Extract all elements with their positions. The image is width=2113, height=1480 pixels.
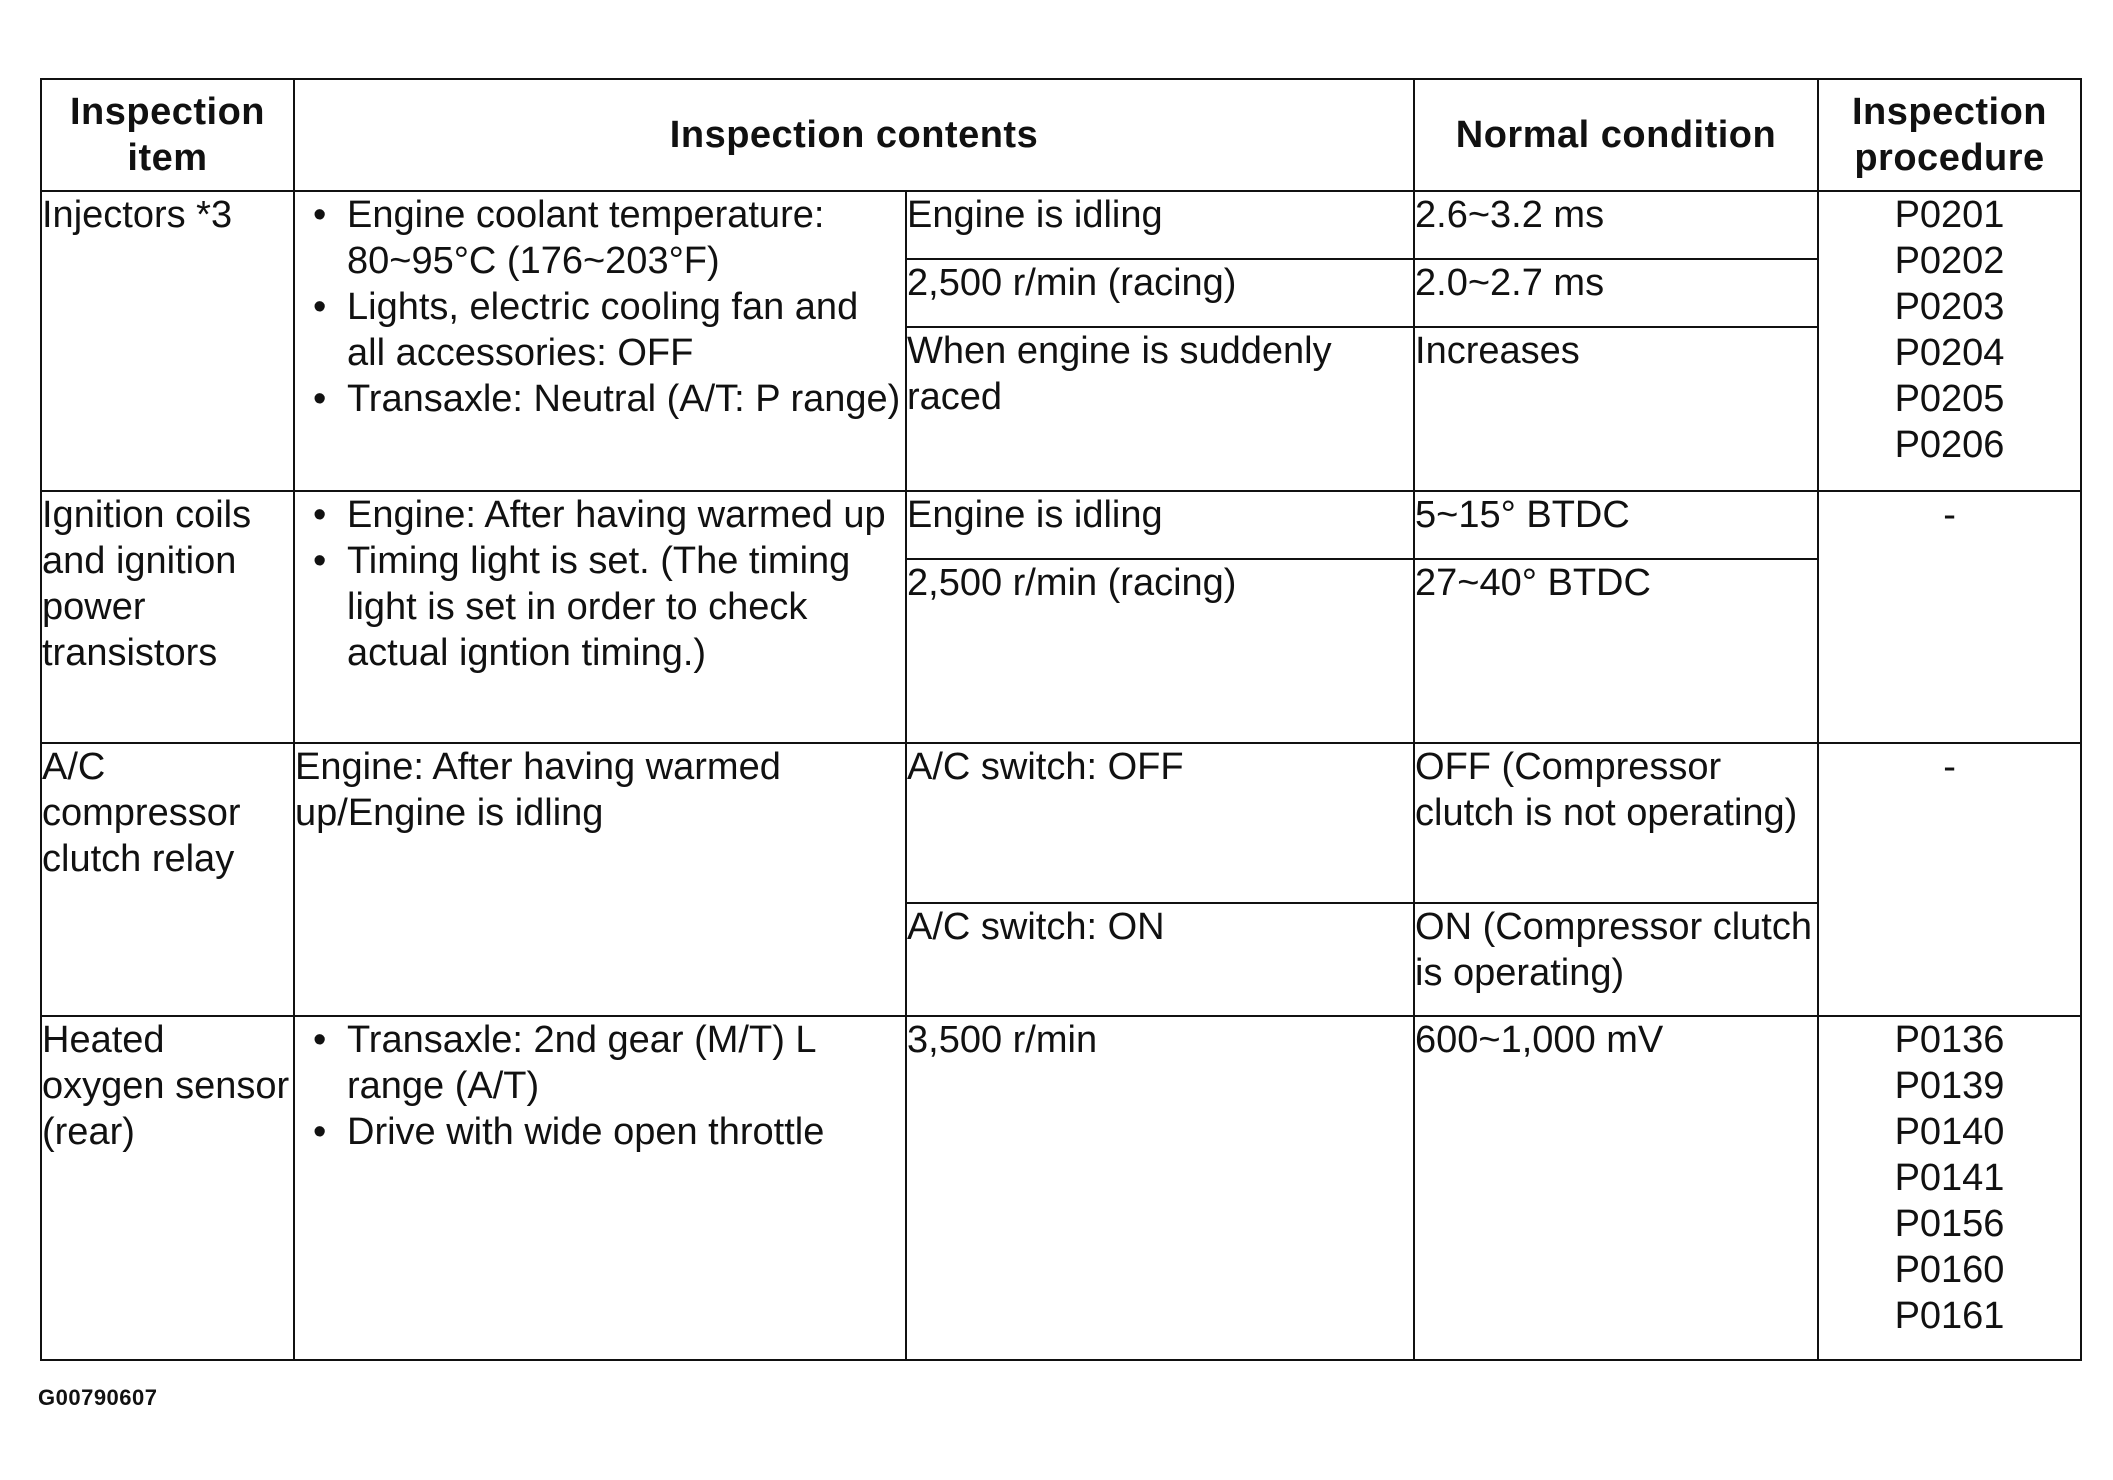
state-cell: When engine is suddenly raced <box>906 327 1414 491</box>
normal-cell: 2.0~2.7 ms <box>1414 259 1818 327</box>
dtc-code: P0160 <box>1894 1249 2005 1291</box>
condition-item: • Transaxle: Neutral (A/T: P range) <box>295 376 905 422</box>
header-inspection-contents: Inspection contents <box>294 79 1414 191</box>
dtc-code: P0141 <box>1894 1157 2005 1199</box>
table-row <box>41 191 2081 259</box>
inspection-table <box>40 78 2082 1361</box>
condition-item: • Drive with wide open throttle <box>295 1109 905 1155</box>
state-cell: Engine is idling <box>906 191 1414 259</box>
condition-item: • Engine: After having warmed up <box>295 492 905 538</box>
dtc-code: P0205 <box>1894 378 2005 420</box>
dtc-code: P0156 <box>1894 1203 2005 1245</box>
condition-item: • Transaxle: 2nd gear (M/T) L range (A/T) <box>295 1017 905 1109</box>
normal-cell: 2.6~3.2 ms <box>1414 191 1818 259</box>
header-normal-condition: Normal condition <box>1414 79 1818 191</box>
item-injectors <box>41 191 294 491</box>
condition-item: • Timing light is set. (The timing light is set in order to check actual igntion timing.) <box>295 538 905 676</box>
header-inspection-procedure: Inspection procedure <box>1818 79 2081 191</box>
dtc-code: P0204 <box>1894 332 2005 374</box>
table-row <box>41 1016 2081 1360</box>
normal-cell: ON (Compressor clutch is operating) <box>1414 903 1818 1016</box>
dtc-code: P0139 <box>1894 1065 2005 1107</box>
condition-item: • Lights, electric cooling fan and all accessories: OFF <box>295 284 905 376</box>
dtc-code: P0136 <box>1894 1019 2005 1061</box>
item-label: Heated oxygen sensor (rear) <box>42 1019 290 1153</box>
dtc-code: - <box>1943 746 1956 788</box>
dtc-code: P0202 <box>1894 240 2005 282</box>
state-cell: 2,500 r/min (racing) <box>906 259 1414 327</box>
item-ac-relay <box>41 743 294 1016</box>
condition-item: • Engine coolant temperature: 80~95°C (176~203°F) <box>295 192 905 284</box>
item-oxygen-sensor <box>41 1016 294 1360</box>
normal-cell: 600~1,000 mV <box>1414 1016 1818 1360</box>
conditions-ignition <box>294 491 906 743</box>
state-cell: 2,500 r/min (racing) <box>906 559 1414 743</box>
item-label: Ignition coils and ignition power transistors <box>42 494 252 674</box>
procedure-oxygen <box>1818 1016 2081 1360</box>
header-inspection-item: Inspection item <box>41 79 294 191</box>
item-ignition-coils <box>41 491 294 743</box>
header-row <box>41 79 2081 191</box>
dtc-code: P0203 <box>1894 286 2005 328</box>
figure-id: G00790607 <box>38 1385 158 1410</box>
state-cell: Engine is idling <box>906 491 1414 559</box>
normal-cell: Increases <box>1414 327 1818 491</box>
state-cell: A/C switch: OFF <box>906 743 1414 903</box>
conditions-injectors <box>294 191 906 491</box>
dtc-code: P0206 <box>1894 424 2005 466</box>
dtc-code: P0161 <box>1894 1295 2005 1337</box>
table-row <box>41 743 2081 903</box>
normal-cell: OFF (Compressor clutch is not operating) <box>1414 743 1818 903</box>
procedure-ac <box>1818 743 2081 1016</box>
table-row <box>41 491 2081 559</box>
conditions-oxygen <box>294 1016 906 1360</box>
state-cell: A/C switch: ON <box>906 903 1414 1016</box>
procedure-injectors <box>1818 191 2081 491</box>
state-cell: 3,500 r/min <box>906 1016 1414 1360</box>
normal-cell: 5~15° BTDC <box>1414 491 1818 559</box>
item-label: A/C compressor clutch relay <box>42 746 241 880</box>
item-label: Injectors *3 <box>42 194 233 236</box>
dtc-code: - <box>1943 494 1956 536</box>
dtc-code: P0201 <box>1894 194 2005 236</box>
conditions-ac: Engine: After having warmed up/Engine is idling <box>294 743 906 1016</box>
dtc-code: P0140 <box>1894 1111 2005 1153</box>
normal-cell: 27~40° BTDC <box>1414 559 1818 743</box>
procedure-ignition <box>1818 491 2081 743</box>
